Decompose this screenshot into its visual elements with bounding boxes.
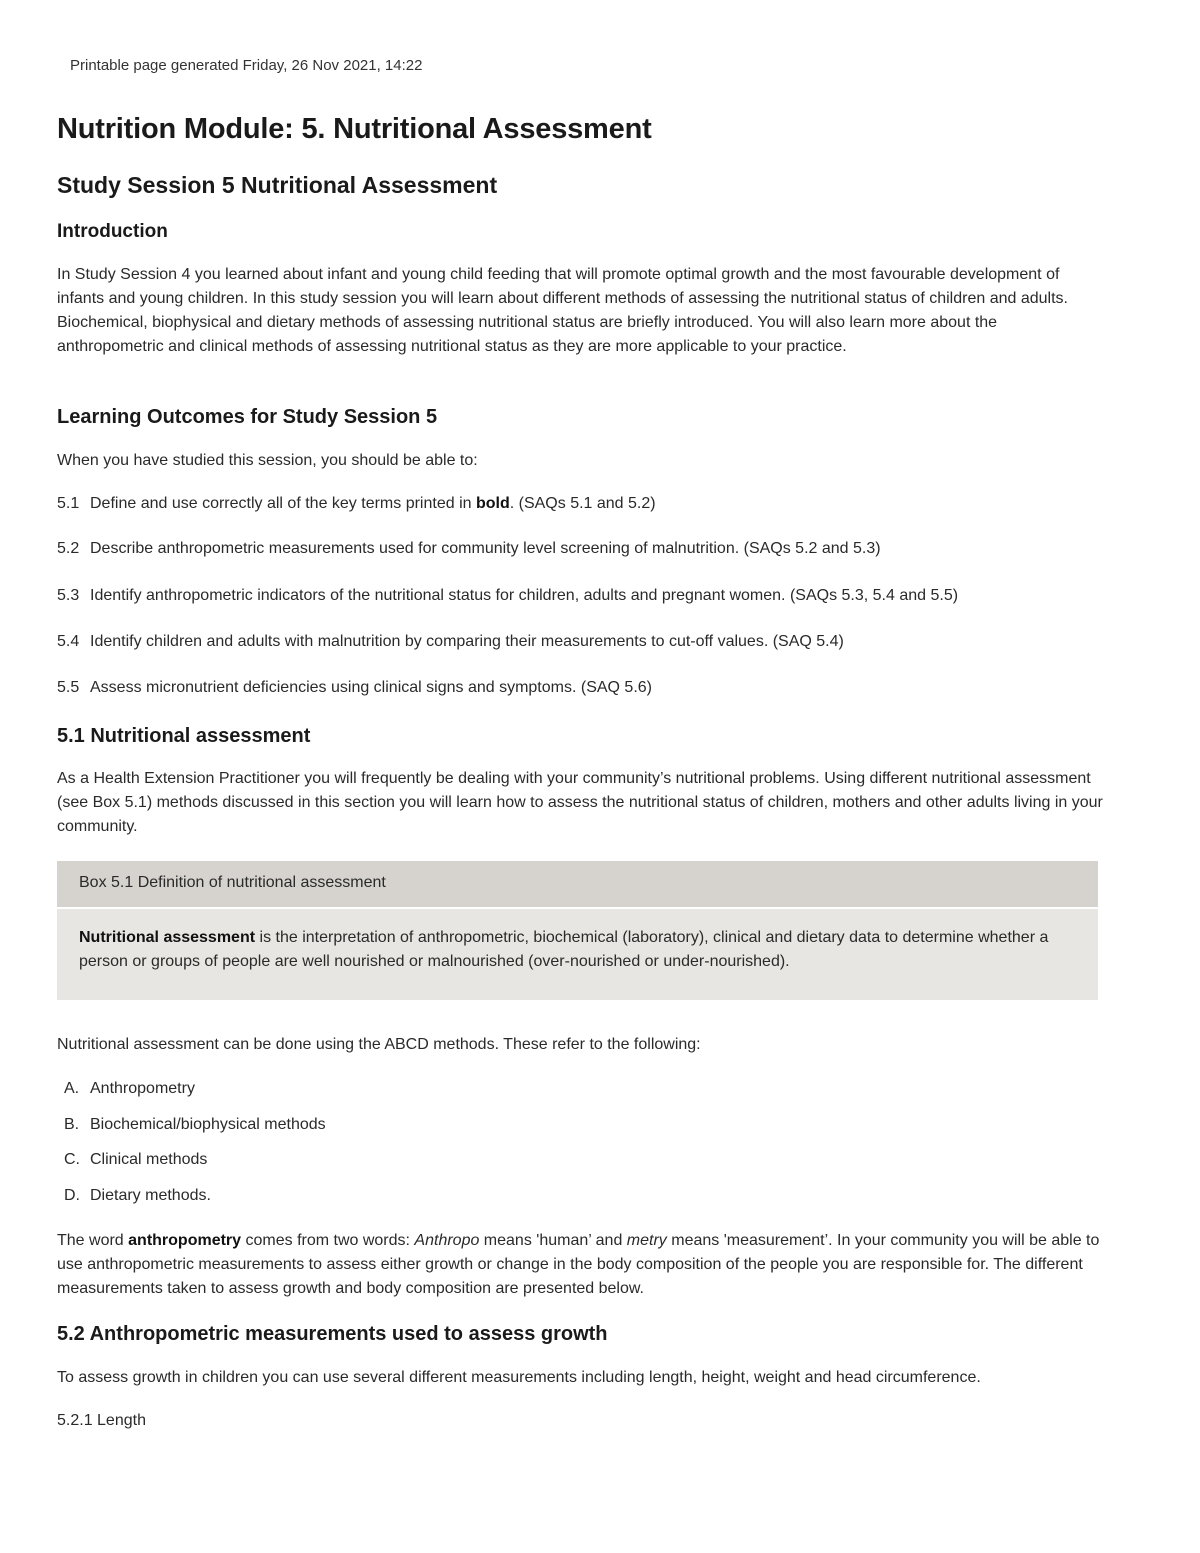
outcome-number: 5.1: [57, 495, 80, 512]
box-5-1-term: Nutritional assessment: [79, 929, 256, 946]
anthropometry-paragraph: [57, 1229, 1107, 1301]
anthro-text-mid: comes from two words:: [241, 1232, 415, 1249]
list-text: Anthropometry: [90, 1080, 195, 1097]
box-5-1-definition-text: is the interpretation of anthropometric, biochemical (laboratory), clinical and dietary data to determine whether a person or groups of people are well nourished or malnourished (over-nourished or under-nourished).: [79, 929, 1049, 970]
abcd-intro: Nutritional assessment can be done using the ABCD methods. These refer to the following:: [57, 1036, 701, 1053]
list-letter: C.: [64, 1151, 80, 1168]
outcome-number: 5.5: [57, 679, 80, 696]
anthro-text-mid2: means 'human’ and: [479, 1232, 627, 1249]
outcome-number: 5.4: [57, 633, 80, 650]
session-title: Study Session 5 Nutritional Assessment: [57, 172, 498, 198]
outcome-item: [57, 540, 881, 558]
section-5-1-text: As a Health Extension Practitioner you will frequently be dealing with your community’s nutritional problems. Using different nutritional assessment (see Box 5.1) methods discussed in this section you will learn how to assess the nutritional status of children, mothers and other adults living in your community.: [57, 770, 1103, 835]
anthro-term: anthropometry: [128, 1232, 242, 1249]
introduction-heading: Introduction: [57, 221, 168, 242]
list-item: [64, 1151, 207, 1169]
introduction-text: In Study Session 4 you learned about infant and young child feeding that will promote optimal growth and the most favourable development of infants and young children. In this study session you will learn about different methods of assessing the nutritional status of children and adults. Biochemical, biophysical and dietary methods of assessing nutritional status are briefly introduced. You will also learn more about the anthropometric and clinical methods of assessing nutritional status as they are more applicable to your practice.: [57, 266, 1068, 355]
outcome-item: [57, 495, 656, 513]
box-5-1-body: [57, 909, 1098, 1000]
list-letter: D.: [64, 1187, 80, 1204]
anthro-word-metry: metry: [626, 1232, 667, 1249]
section-5-2-text: To assess growth in children you can use several different measurements including length, height, weight and head circumference.: [57, 1369, 981, 1386]
outcome-text: Define and use correctly all of the key terms printed in: [90, 495, 476, 512]
section-5-2-1-subheading: 5.2.1 Length: [57, 1412, 146, 1429]
box-5-1-header: [57, 861, 1098, 907]
outcome-item: [57, 587, 958, 605]
outcome-text: Identify children and adults with malnutrition by comparing their measurements to cut-off values. (SAQ 5.4): [90, 633, 844, 650]
outcome-text-end: . (SAQs 5.1 and 5.2): [509, 495, 656, 512]
outcome-bold-word: bold: [475, 495, 510, 512]
list-letter: A.: [64, 1080, 80, 1097]
outcome-text: Assess micronutrient deficiencies using clinical signs and symptoms. (SAQ 5.6): [90, 679, 652, 696]
outcome-text: Identify anthropometric indicators of the nutritional status for children, adults and pregnant women. (SAQs 5.3, 5.4 and 5.5): [90, 587, 959, 604]
anthro-word-anthropo: Anthropo: [414, 1232, 480, 1249]
list-text: Biochemical/biophysical methods: [90, 1116, 326, 1133]
outcome-item: [57, 679, 652, 697]
list-item: [64, 1116, 326, 1134]
list-item: [64, 1187, 211, 1205]
list-item: [64, 1080, 195, 1098]
list-text: Dietary methods.: [90, 1187, 211, 1204]
outcome-item: [57, 633, 844, 651]
outcome-text: Describe anthropometric measurements used for community level screening of malnutrition. (SAQs 5.2 and 5.3): [90, 540, 881, 557]
list-text: Clinical methods: [90, 1151, 208, 1168]
section-5-1-heading: 5.1 Nutritional assessment: [57, 725, 311, 747]
learning-outcomes-heading: Learning Outcomes for Study Session 5: [57, 406, 438, 428]
outcome-number: 5.2: [57, 540, 80, 557]
anthro-text-end: means 'measurement’. In your community you will be able to use anthropometric measurements to assess either growth or change in the body composition of the people you are responsible for. The different measurements taken to assess growth and body composition are presented below.: [57, 1232, 1100, 1297]
page-title: Nutrition Module: 5. Nutritional Assessment: [57, 113, 652, 145]
section-5-2-heading: 5.2 Anthropometric measurements used to assess growth: [57, 1323, 608, 1345]
learning-outcomes-intro: When you have studied this session, you should be able to:: [57, 452, 478, 469]
print-timestamp: Printable page generated Friday, 26 Nov 2021, 14:22: [70, 57, 423, 74]
anthro-text-start: The word: [57, 1232, 129, 1249]
box-5-1-definition: [79, 926, 1079, 974]
outcome-number: 5.3: [57, 587, 80, 604]
box-5-1-title: Box 5.1 Definition of nutritional assessment: [79, 874, 386, 891]
list-letter: B.: [64, 1116, 80, 1133]
